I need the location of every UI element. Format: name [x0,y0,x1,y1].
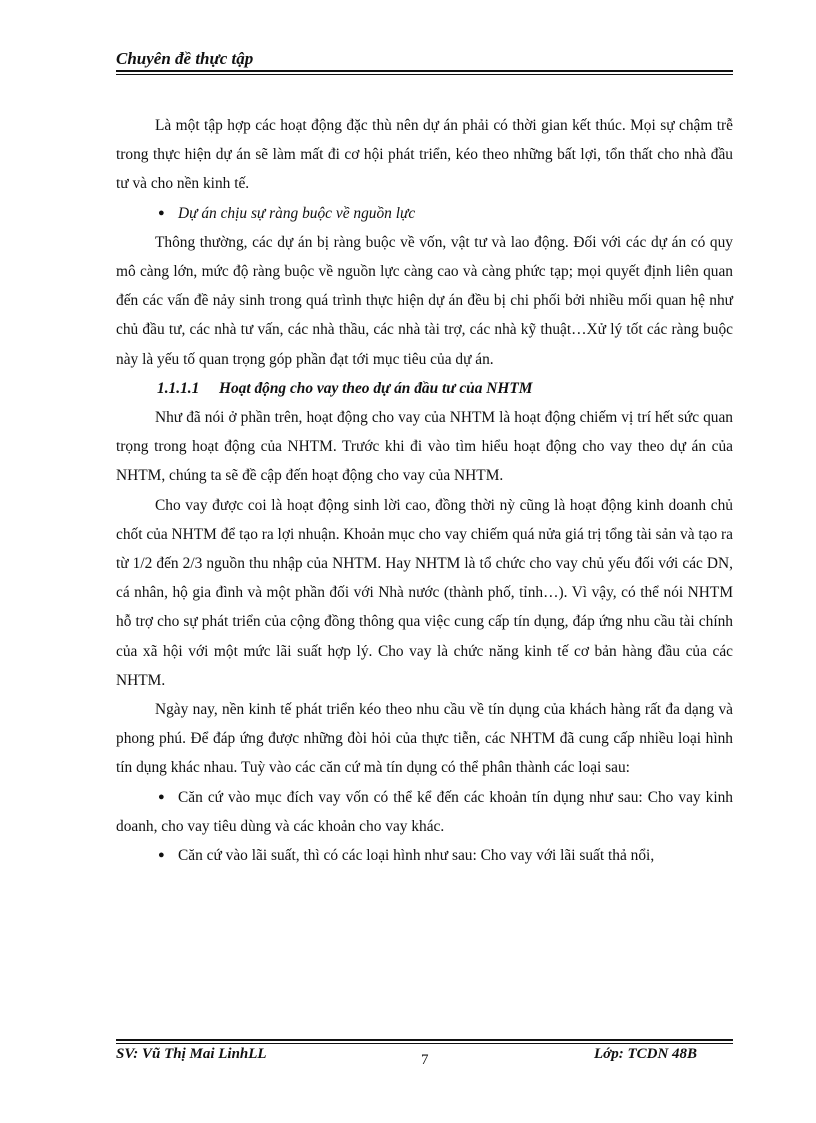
footer-student-name: SV: Vũ Thị Mai LinhLL [116,1046,267,1062]
header-rule-thick [116,70,733,72]
paragraph-lending-profit: Cho vay được coi là hoạt động sinh lời cao, đồng thời nỳ cũng là hoạt động kinh doanh chủ chốt của NHTM để tạo ra lợi nhuận. Khoản mục cho vay chiếm quá nửa giá trị tổng tài sản và tạo ra từ 1/2 đến 2/3 nguồn thu nhập của NHTM. Hay NHTM là tổ chức cho vay chủ yếu đối với các DN, cá nhân, hộ gia đình và một phần đối với Nhà nước (thành phố, tỉnh…). Vì vậy, có thể nói NHTM hỗ trợ cho sự phát triển của cộng đồng thông qua việc cung cấp tín dụng, đáp ứng nhu cầu tài chính của xã hội với một mức lãi suất hợp lý. Cho vay là chức năng kinh tế cơ bản hàng đầu của các NHTM. [116,496,733,689]
paragraph-resource-detail: Thông thường, các dự án bị ràng buộc về vốn, vật tư và lao động. Đối với các dự án có quy mô càng lớn, mức độ ràng buộc về nguồn lực càng cao và càng phức tạp; mọi quyết định liên quan đến các vấn đề nảy sinh trong quá trình thực hiện dự án đều bị chi phối bởi nhiều mối quan hệ như chủ đầu tư, các nhà tư vấn, các nhà thầu, các nhà tài trợ, các nhà kỹ thuật…Xử lý tốt các ràng buộc này là yếu tố quan trọng góp phần đạt tới mục tiêu của dự án. [116,233,733,368]
bullet-text: Dự án chịu sự ràng buộc về nguồn lực [178,204,416,222]
section-heading-text: Hoạt động cho vay theo dự án đầu tư của NHTM [219,379,533,397]
section-heading-number: 1.1.1.1 [157,379,200,397]
bullet-icon: ● [158,206,165,219]
header-rule-thin [116,74,733,75]
footer-rule-thin [116,1043,733,1044]
document-body [116,111,733,870]
bullet-text: Căn cứ vào lãi suất, thì có các loại hình như sau: Cho vay với lãi suất thả nổi, [178,847,655,865]
bullet-resource-constraint [116,199,733,228]
page-number: 7 [421,1052,429,1068]
bullet-icon: ● [158,849,165,862]
paragraph-credit-types: Ngày nay, nền kinh tế phát triển kéo theo nhu cầu về tín dụng của khách hàng rất đa dạng và phong phú. Để đáp ứng được những đòi hỏi của thực tiễn, các NHTM đã cung cấp nhiều loại hình tín dụng khác nhau. Tuỳ vào các căn cứ mà tín dụng có thể phân thành các loại sau: [116,701,733,777]
footer-rule-thick [116,1039,733,1041]
bullet-text: Căn cứ vào mục đích vay vốn có thể kể đến các khoản tín dụng như sau: Cho vay kinh doanh, cho vay tiêu dùng và các khoản cho vay khác. [116,788,733,835]
footer-class-name: Lớp: TCDN 48B [594,1046,698,1062]
paragraph-lending-intro: Như đã nói ở phần trên, hoạt động cho vay của NHTM là hoạt động chiếm vị trí hết sức quan trọng trong hoạt động của NHTM. Trước khi đi vào tìm hiểu hoạt động cho vay theo dự án của NHTM, chúng ta sẽ đề cập đến hoạt động cho vay của NHTM. [116,409,733,485]
section-heading [116,374,733,403]
paragraph-project-duration: Là một tập hợp các hoạt động đặc thù nên dự án phải có thời gian kết thúc. Mọi sự chậm trễ trong thực hiện dự án sẽ làm mất đi cơ hội phát triển, kéo theo những bất lợi, tổn thất cho nhà đầu tư và cho nền kinh tế. [116,117,733,193]
bullet-purpose-based [116,783,733,841]
bullet-icon: ● [158,790,165,803]
page-header-title: Chuyên đề thực tập [116,49,254,68]
bullet-interest-based [116,841,733,870]
